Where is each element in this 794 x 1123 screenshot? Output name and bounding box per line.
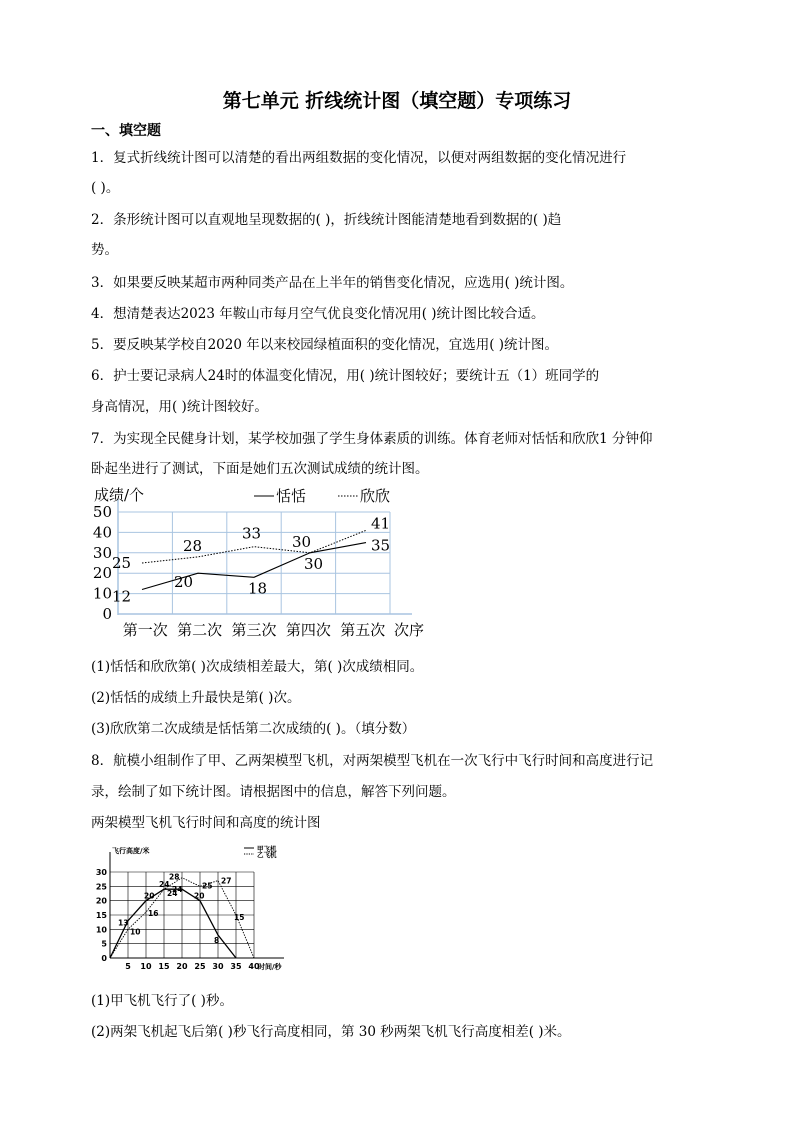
x-tick-label: 第五次: [340, 621, 386, 639]
question-text: (1)甲飞机飞行了( )秒。: [91, 993, 233, 1009]
y-tick-label: 40: [92, 523, 112, 542]
data-label: 24: [172, 885, 183, 895]
question-text: (3)欣欣第二次成绩是恬恬第二次成绩的( )。（填分数）: [91, 721, 416, 737]
x-tick-label: 10: [140, 962, 152, 971]
question-text: 8．航模小组制作了甲、乙两架模型飞机，对两架模型飞机在一次飞行中飞行时间和高度进行记: [91, 753, 654, 769]
x-tick-label: 第二次: [177, 621, 223, 639]
y-tick-label: 20: [92, 564, 112, 583]
data-label: 15: [234, 913, 245, 922]
legend-label: 乙飞机: [257, 851, 277, 859]
x-tick-label: 15: [158, 962, 170, 971]
legend-label: 恬恬: [276, 487, 307, 505]
y-axis-label: 成绩/个: [94, 486, 145, 504]
data-label: 41: [371, 514, 391, 533]
question-text: 5．要反映某学校自2020 年以来校园绿植面积的变化情况，宜选用( )统计图。: [91, 337, 559, 353]
legend-label: 甲飞机: [257, 845, 277, 853]
page-title: 第七单元 折线统计图（填空题）专项练习: [222, 90, 572, 112]
data-label: 24: [159, 880, 170, 890]
data-label: 20: [174, 573, 194, 592]
x-tick-label: 20: [176, 962, 188, 971]
legend-label: 欣欣: [360, 487, 391, 505]
x-axis-label: 次序: [394, 621, 425, 639]
y-tick-label: 0: [101, 954, 107, 963]
data-label: 13: [118, 918, 129, 928]
y-tick-label: 0: [102, 605, 112, 623]
question-text: 4．想清楚表达2023 年鞍山市每月空气优良变化情况用( )统计图比较合适。: [91, 306, 545, 322]
y-tick-label: 15: [96, 911, 107, 920]
data-label: 18: [248, 579, 268, 598]
question-text: 卧起坐进行了测试，下面是她们五次测试成绩的统计图。: [91, 461, 429, 477]
question-text: 势。: [91, 242, 118, 258]
question-text: (2)两架飞机起飞后第( )秒飞行高度相同，第 30 秒两架飞机飞行高度相差( )米。: [91, 1024, 571, 1040]
question-text: 7．为实现全民健身计划，某学校加强了学生身体素质的训练。体育老师对恬恬和欣欣1 分钟仰: [91, 431, 653, 447]
data-label: 30: [304, 554, 324, 573]
section-heading: 一、填空题: [91, 123, 161, 139]
y-tick-label: 50: [92, 503, 112, 521]
data-label: 20: [194, 891, 205, 901]
data-label: 12: [112, 587, 132, 606]
question-text: (2)恬恬的成绩上升最快是第( )次。: [91, 690, 301, 706]
question-text: ( )。: [91, 180, 120, 196]
score-line-chart: [88, 483, 468, 643]
question-text: 1．复式折线统计图可以清楚的看出两组数据的变化情况，以便对两组数据的变化情况进行: [91, 150, 627, 166]
y-tick-label: 10: [96, 925, 107, 935]
x-tick-label: 40: [248, 962, 260, 971]
y-tick-label: 5: [101, 939, 107, 949]
question-text: 身高情况，用( )统计图较好。: [91, 399, 268, 415]
data-label: 28: [183, 536, 203, 555]
y-tick-label: 20: [96, 896, 107, 906]
y-tick-label: 30: [96, 868, 107, 877]
x-tick-label: 25: [194, 962, 206, 971]
x-tick-label: 5: [125, 962, 131, 971]
flight-line-chart: [96, 842, 306, 972]
data-label: 25: [112, 554, 132, 572]
data-label: 28: [169, 872, 180, 882]
y-tick-label: 10: [92, 584, 112, 603]
question-text: 2．条形统计图可以直观地呈现数据的( )，折线统计图能清楚地看到数据的( )趋: [91, 212, 562, 228]
x-axis-label: 时间/秒: [258, 963, 282, 971]
question-text: 3．如果要反映某超市两种同类产品在上半年的销售变化情况，应选用( )统计图。: [91, 275, 574, 291]
x-tick-label: 第四次: [285, 621, 331, 639]
y-axis-label: 飞行高度/米: [112, 847, 150, 855]
x-tick-label: 30: [212, 962, 224, 971]
chart-title: 两架模型飞机飞行时间和高度的统计图: [91, 815, 321, 831]
data-label: 16: [148, 909, 159, 919]
question-text: 6．护士要记录病人24时的体温变化情况，用( )统计图较好；要统计五（1）班同学的: [91, 368, 600, 384]
data-label: 25: [202, 881, 213, 891]
y-tick-label: 25: [96, 882, 107, 892]
x-tick-label: 第三次: [231, 621, 277, 639]
data-label: 8: [214, 936, 220, 946]
question-text: 录，绘制了如下统计图。请根据图中的信息，解答下列问题。: [91, 784, 456, 800]
data-label: 24: [167, 889, 178, 899]
data-label: 10: [130, 927, 141, 937]
data-label: 20: [144, 891, 155, 901]
x-tick-label: 第一次: [122, 621, 168, 639]
series-line: [110, 889, 236, 958]
data-label: 35: [371, 536, 391, 555]
x-tick-label: 35: [230, 962, 242, 971]
data-label: 30: [292, 532, 312, 551]
question-text: (1)恬恬和欣欣第( )次成绩相差最大，第( )次成绩相同。: [91, 659, 424, 675]
y-tick-label: 30: [92, 543, 112, 562]
data-label: 33: [242, 524, 262, 543]
data-label: 27: [221, 876, 232, 886]
